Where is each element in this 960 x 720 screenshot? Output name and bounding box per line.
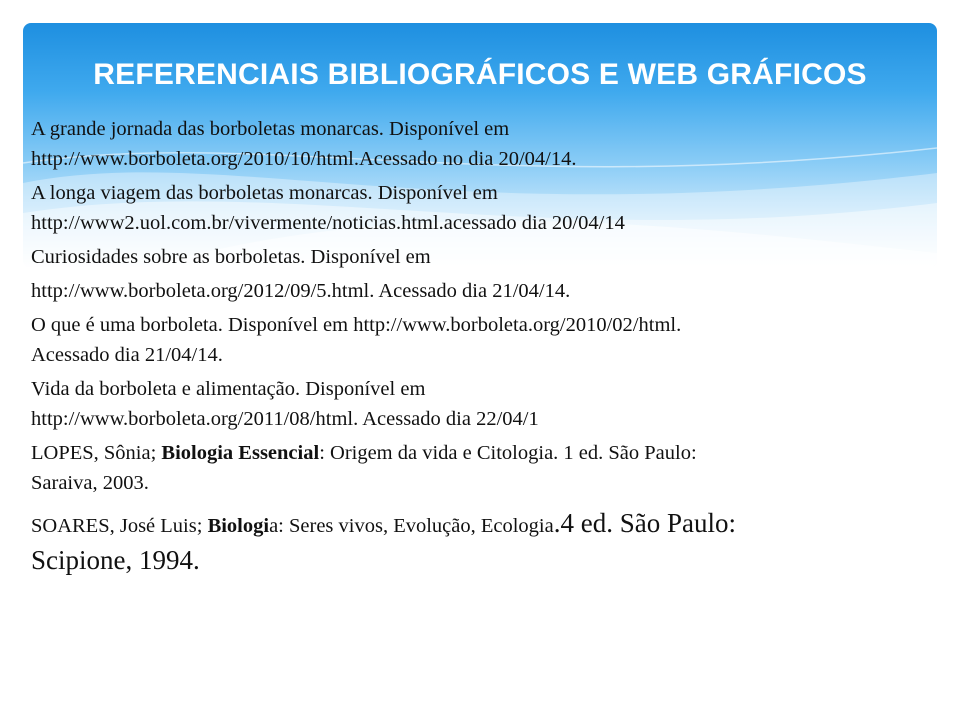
reference-item xyxy=(31,276,931,306)
reference-author: LOPES, Sônia; xyxy=(31,442,162,464)
reference-line: http://www.borboleta.org/2011/08/html. Acessado dia 22/04/1 xyxy=(31,408,539,430)
reference-line: A grande jornada das borboletas monarcas. Disponível em xyxy=(31,118,510,140)
reference-book-title: Biologi xyxy=(207,515,270,537)
reference-line: Vida da borboleta e alimentação. Disponível em xyxy=(31,378,426,400)
reference-line: Saraiva, 2003. xyxy=(31,472,149,494)
reference-item xyxy=(31,178,931,238)
reference-line: Curiosidades sobre as borboletas. Disponível em xyxy=(31,246,431,268)
reference-item xyxy=(31,438,931,498)
reference-line: a: Seres vivos, Evolução, Ecologia xyxy=(269,515,554,537)
reference-line: : Origem da vida e Citologia. 1 ed. São Paulo: xyxy=(319,442,697,464)
reference-author: SOARES, José Luis; xyxy=(31,515,208,537)
reference-item xyxy=(31,114,931,174)
reference-line: http://www.borboleta.org/2012/09/5.html. Acessado dia 21/04/14. xyxy=(31,280,571,302)
reference-item xyxy=(31,374,931,434)
reference-item xyxy=(31,310,931,370)
reference-line: O que é uma borboleta. Disponível em http://www.borboleta.org/2010/02/html. xyxy=(31,314,682,336)
reference-item xyxy=(31,242,931,272)
reference-line: Scipione, 1994. xyxy=(31,545,200,575)
page-title: REFERENCIAIS BIBLIOGRÁFICOS E WEB GRÁFICOS xyxy=(93,58,867,91)
reference-line: http://www2.uol.com.br/vivermente/noticias.html.acessado dia 20/04/14 xyxy=(31,212,625,234)
reference-line: A longa viagem das borboletas monarcas. Disponível em xyxy=(31,182,498,204)
reference-line: http://www.borboleta.org/2010/10/html.Acessado no dia 20/04/14. xyxy=(31,148,577,170)
reference-item xyxy=(31,506,931,580)
reference-line: .4 ed. São Paulo: xyxy=(553,508,736,538)
reference-book-title: Biologia Essencial xyxy=(161,442,320,464)
reference-line: Acessado dia 21/04/14. xyxy=(31,344,223,366)
reference-list xyxy=(31,114,931,582)
